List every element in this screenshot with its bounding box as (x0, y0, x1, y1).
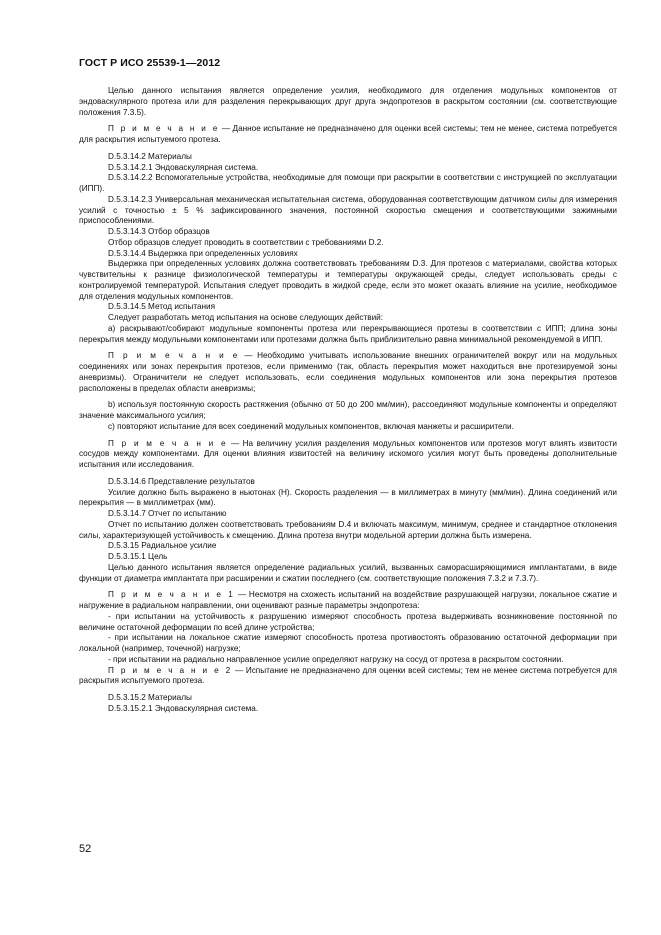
paragraph: D.5.3.15.2.1 Эндоваскулярная система. (108, 703, 259, 713)
section-heading: D.5.3.15 Радиальное усилие (108, 541, 217, 551)
section-heading: D.5.3.14.2 Материалы (108, 151, 192, 161)
paragraph: D.5.3.14.2.2 Вспомогательные устройства, необходимые для помощи при раскрытии в соответствии с инструкцией по эксплуатации (ИПП). (79, 173, 617, 193)
note-label: П р и м е ч а н и е (108, 124, 220, 134)
section-heading: D.5.3.14.4 Выдержка при определенных условиях (108, 248, 298, 258)
note-text: — На величину усилия разделения модульных компонентов или протезов могут влиять извитости сосудов между компонентами. Для оценки влияния извитостей на величину искомого усилия могут быть проведены дополнительные испытания или исследования. (79, 438, 617, 469)
paragraph: Отбор образцов следует проводить в соответствии с требованиями D.2. (108, 237, 384, 247)
paragraph: Целью данного испытания является определение радиальных усилий, вызванных саморасширяющимися имплантатами, в виде функции от диаметра имплантата при расширении и сжатии последнего (см. соответствующие положения 7.3.2 и 7.3.7). (79, 562, 617, 583)
paragraph: D.5.3.14.2.3 Универсальная механическая испытательная система, оборудованная соответствующим датчиком силы для измерения усилий с точностью ± 5 % зафиксированного значения, постоянной скоростью смещения и соответствующими зажимными приспособлениями. (79, 194, 617, 226)
list-item: с) повторяют испытание для всех соединений модульных компонентов, включая манжеты и расширители. (108, 421, 514, 431)
note-label: П р и м е ч а н и е (108, 351, 240, 361)
list-item: - при испытании на локальное сжатие измеряют способность протеза противостоять образованию остаточной деформации при локальной (например, точечной) нагрузке; (79, 633, 617, 653)
note-label: П р и м е ч а н и е 1 (108, 590, 236, 600)
note-text: — Данное испытание не предназначено для оценки всей системы; тем не менее, система потребуется для раскрытия испытуемого протеза. (79, 124, 617, 144)
note-label: П р и м е ч а н и е (108, 438, 228, 448)
list-item: а) раскрывают/собирают модульные компоненты протеза или перекрывающиеся протезы в соответствии с ИПП; длина зоны перекрытия между модульными компонентами или протезами должна быть приблизительно равна минимальной рекомендуемой в ИПП. (79, 323, 617, 344)
paragraph: D.5.3.14.2.1 Эндоваскулярная система. (108, 162, 259, 172)
paragraph: Выдержка при определенных условиях должна соответствовать требованиям D.3. Для протезов с материалами, свойства которых чувствительны к разнице физиологической температуры и температуры окружающей среды, следует использовать среды с контролируемой температурой. Испытания следует проводить в жидкой среде, если это может оказать влияние на усилие, необходимое для отделения модульных компонентов. (79, 259, 617, 301)
body-text (79, 86, 617, 715)
note-text: — Необходимо учитывать использование внешних ограничителей вокруг или на модульных соединениях или зонах перекрытия протезов, если применимо (так, область перекрытия может находиться вне протезируемой зоны аневризмы). Ограничители не следует использовать, если соединения модульных компонентов или зона перекрытия протезов расположены в пределах области аневризмы; (79, 351, 618, 393)
list-item: - при испытании на устойчивость к разрушению измеряют способность протеза выдерживать возникновение постоянной по величине остаточной деформации по всей длине устройства; (79, 611, 617, 632)
section-heading: D.5.3.14.5 Метод испытания (108, 302, 216, 312)
note-paragraph (79, 590, 617, 612)
note-paragraph (79, 666, 617, 688)
note-paragraph (79, 124, 617, 146)
section-heading: D.5.3.15.2 Материалы (108, 693, 192, 702)
section-heading: D.5.3.14.3 Отбор образцов (108, 227, 210, 236)
note-text: — Испытание не предназначено для оценки всей системы; тем не менее система потребуется для раскрытия испытуемого протеза. (79, 665, 617, 686)
paragraph: Отчет по испытанию должен соответствовать требованиям D.4 и включать максимум, минимум, среднее и стандартное отклонения силы, характеризующей устойчивость к смещению. Длина протеза внутри модельной артерии должна быть измерена. (79, 519, 617, 540)
paragraph: Целью данного испытания является определение усилия, необходимого для отделения модульных компонентов от эндоваскулярного протеза или для разделения перекрывающих друг друга эндопротезов в раскрытом состоянии (см. соответствующие положения 7.3.5). (79, 86, 617, 117)
page-number: 52 (79, 843, 92, 855)
list-item: b) используя постоянную скорость растяжения (обычно от 50 до 200 мм/мин), рассоединяют модульные компоненты и определяют значение максимального усилия; (79, 400, 617, 420)
paragraph: Следует разработать метод испытания на основе следующих действий: (108, 313, 384, 322)
section-heading: D.5.3.14.7 Отчет по испытанию (108, 509, 227, 518)
note-paragraph (79, 351, 617, 394)
section-heading: D.5.3.14.6 Представление результатов (108, 476, 255, 486)
page-header-title: ГОСТ Р ИСО 25539-1—2012 (79, 57, 221, 69)
list-item: - при испытании на радиально направленное усилие определяют нагрузку на сосуд от протеза в раскрытом состоянии. (108, 654, 564, 664)
paragraph: Усилие должно быть выражено в ньютонах (Н). Скорость разделения — в миллиметрах в минуту (мм/мин). Длина соединений или перекрытия — в миллиметрах (мм). (79, 487, 617, 508)
section-heading: D.5.3.15.1 Цель (108, 552, 168, 561)
note-paragraph (79, 439, 617, 471)
note-text: — Несмотря на схожесть испытаний на воздействие разрушающей нагрузки, локальное сжатие и нагружение в радиальном направлении, они оценивают разные параметры эндопротеза: (79, 590, 617, 610)
note-label: П р и м е ч а н и е 2 (108, 665, 233, 675)
